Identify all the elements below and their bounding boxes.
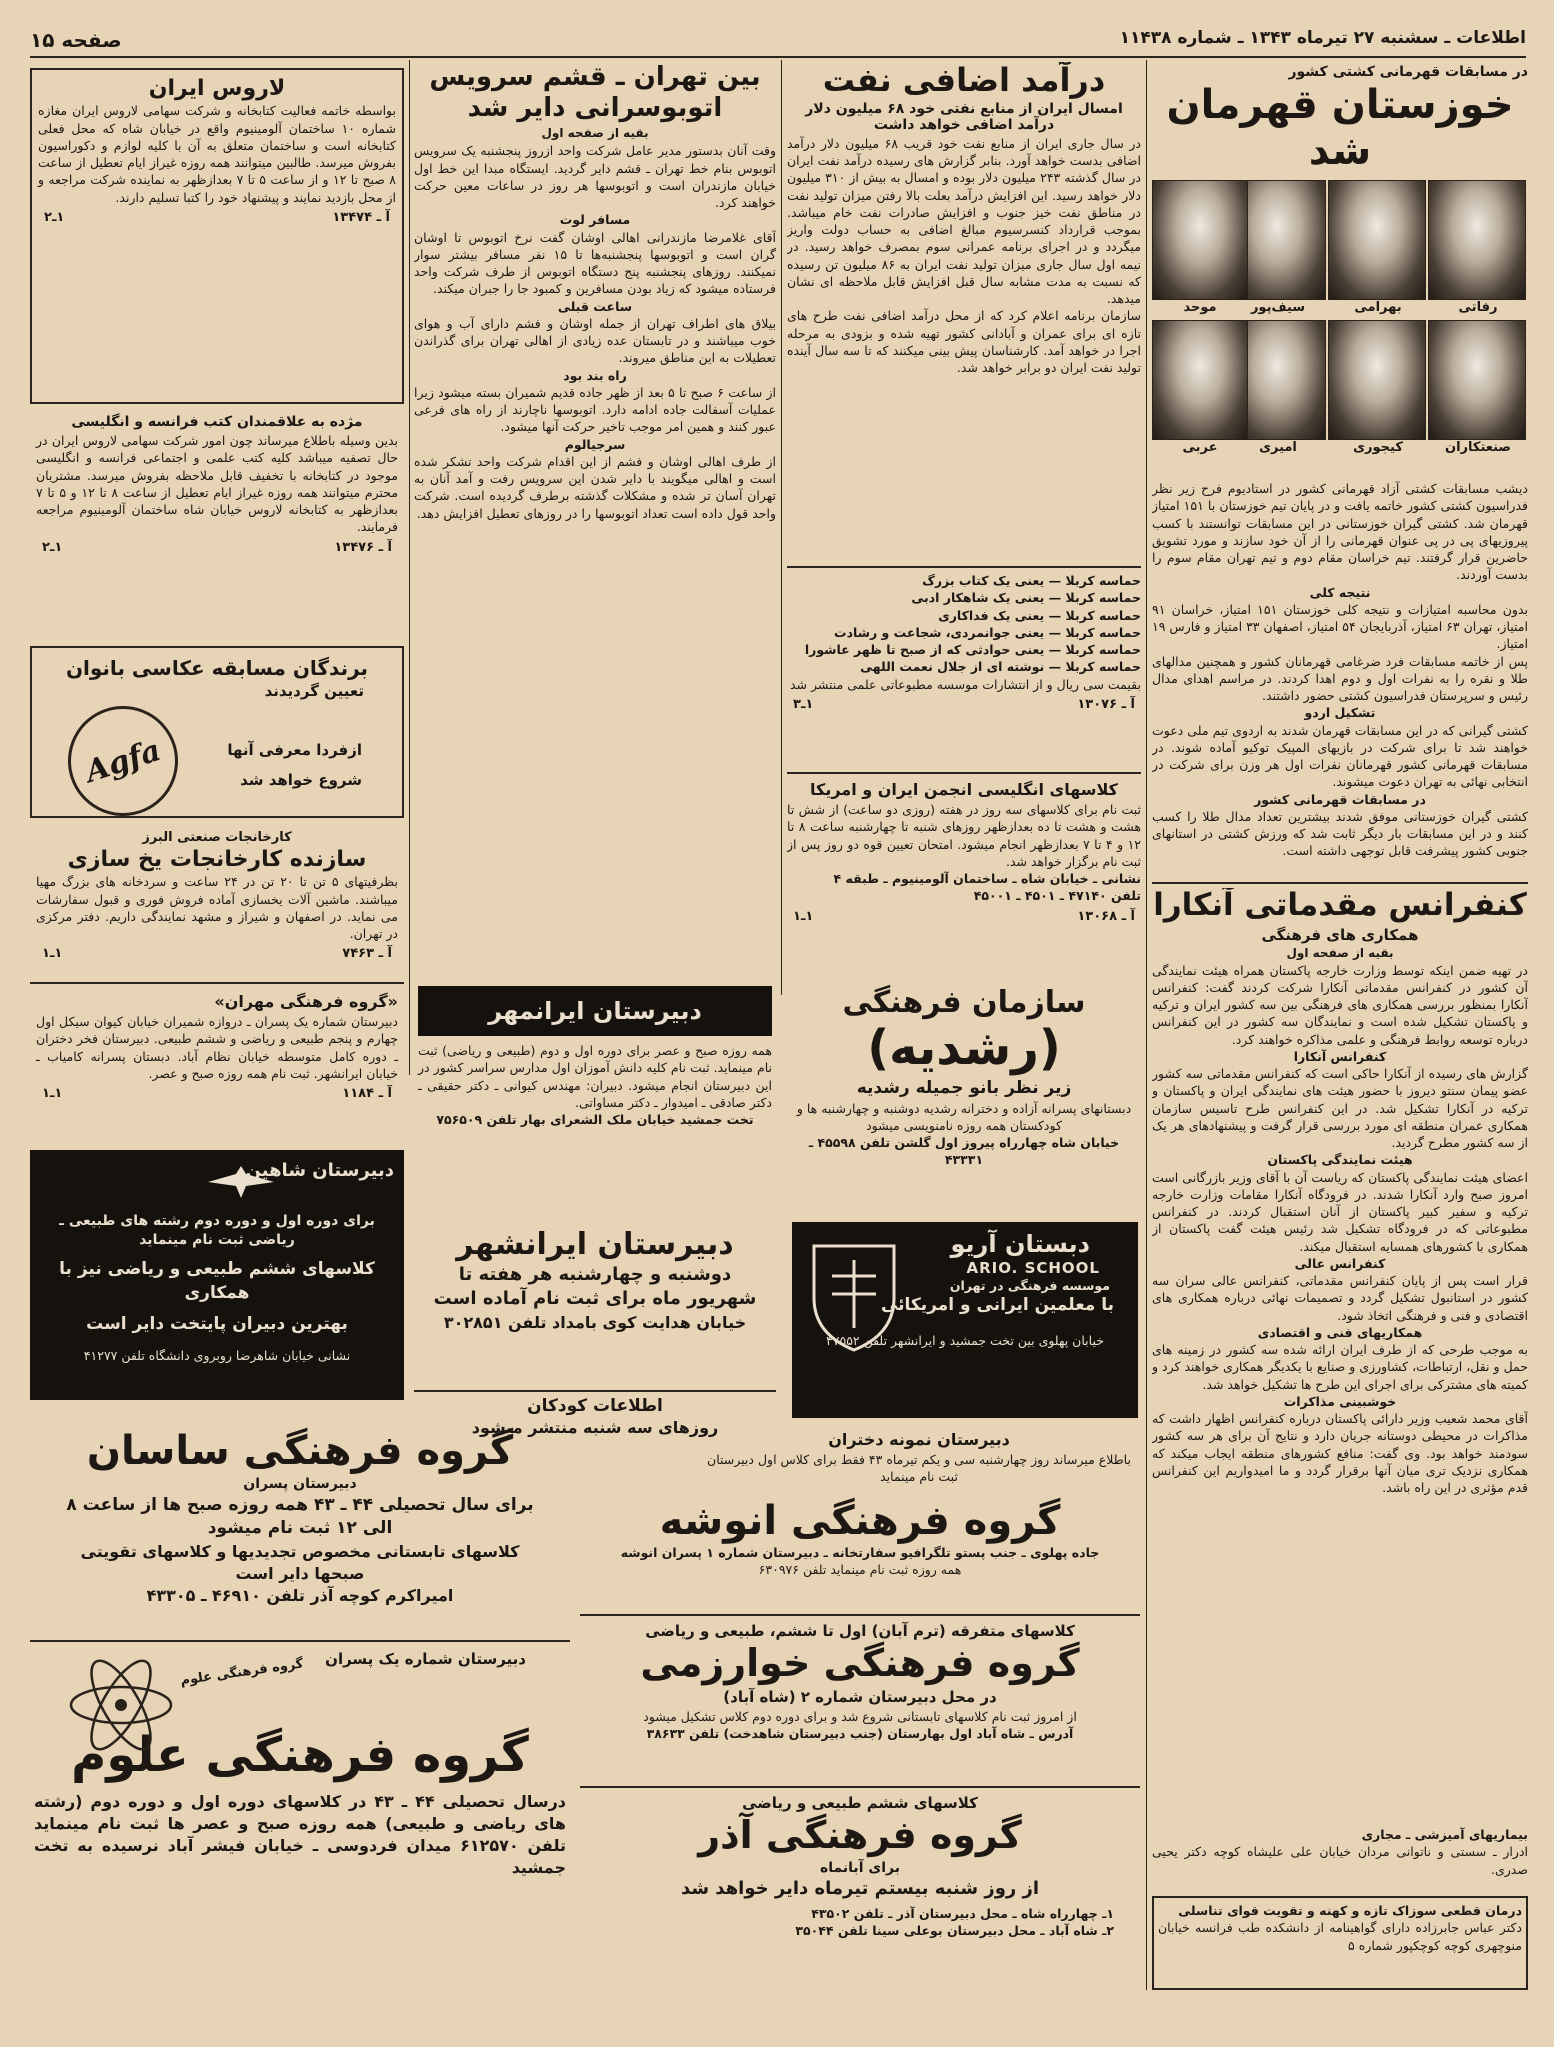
sasan-line: برای سال تحصیلی ۴۴ ـ ۴۳ همه روزه صبح ها از ساعت ۸: [66, 1495, 534, 1515]
header-rule: [30, 56, 1526, 58]
ad-ref: آ ـ ۷۴۶۳: [342, 946, 392, 962]
karbala-line: حماسه کربلا — یعنی یک فداکاری: [938, 607, 1141, 623]
photo-caption: بهرامی: [1354, 300, 1402, 315]
sport-subhead: تشکیل اردو: [1304, 705, 1376, 721]
section-rule: [30, 982, 404, 984]
header-issue: اطلاعات ـ سشنبه ۲۷ تیرماه ۱۳۴۳ ـ شماره ۱۱۴۳۸: [1119, 28, 1526, 48]
karbala-line: حماسه کربلا — یعنی حوادثی که از صبح تا ظهر عاشورا: [804, 642, 1141, 657]
azar-sub: برای آبانماه: [820, 1859, 900, 1876]
oil-subheadline: امسال ایران از منابع نفتی خود ۶۸ میلیون دلار درآمد اضافی خواهد داشت: [805, 100, 1123, 133]
shahin-title: دبیرستان شاهین: [245, 1160, 394, 1181]
iranmehr-title: دبیرستان ایرانمهر: [488, 996, 702, 1025]
wrestler-photo: [1328, 180, 1426, 300]
kids-title: اطلاعات کودکان: [527, 1396, 663, 1416]
bus-subhead: مسافر لوت: [559, 212, 631, 228]
azar-line: ۲ـ شاه آباد ـ محل دبیرستان بوعلی سینا تلفن ۳۵۰۴۴: [795, 1922, 1114, 1938]
oloum-logo-text: گروه فرهنگی علوم: [179, 1656, 305, 1689]
kharazmi-sub: در محل دبیرستان شماره ۲ (شاه آباد): [723, 1687, 997, 1706]
column-rule: [1146, 60, 1147, 1990]
karbala-line: حماسه کربلا — یعنی یک کتاب بزرگ: [922, 573, 1141, 588]
wrestler-photo: [1152, 320, 1248, 440]
conference-sub: همکاری های فرهنگی: [1261, 925, 1419, 944]
shahin-address: نشانی خیابان شاهرضا روبروی دانشگاه تلفن ۴۱۲۷۷: [83, 1347, 351, 1363]
iranmehr-body: همه روزه صبح و عصر برای دوره اول و دوم (طبیعی و ریاضی) ثبت نام مینماید. ثبت نام کلیه دانش آموزان اول مدارس سراسر کشور در این دبیرستان انجام میشود. دبیران: مهندس کیوانی ـ دکتر حقیقی ـ دکتر صادقی ـ امیدوار ـ دکتر مساواتی.: [418, 1043, 772, 1110]
larus-ad: [30, 68, 404, 404]
sport-body: پس از خاتمه مسابقات فرد ضرغامی قهرمانان کشور و همچنین مدالهای طلا و نقره را به نفرات اول و دوم اهدا کردند. در مراسم اهدای مدال رئیس و سرپرستان فدراسیون کشتی حضور داشتند.: [1152, 653, 1528, 703]
kharazmi-title: گروه فرهنگی خوارزمی: [640, 1641, 1080, 1685]
conference-body: آقای محمد شعیب وزیر دارائی پاکستان درباره کنفرانس اظهار داشت که مذاکرات در محیطی دوستانه جریان دارد و نتایج آن برای هر سه کشور سودمند خواهد بود. وی گفت: منافع کشورهای منطقه ایجاب میکند که همکاری نزدیک تری میان آنها برقرار گردد و ما امیدواریم این کنفرانس قدم مؤثری در این راه باشد.: [1152, 1411, 1528, 1496]
oil-article: [787, 62, 1141, 562]
ario-shield-icon: [806, 1238, 902, 1354]
ad-ref: ۱ـ۱: [42, 1086, 63, 1101]
english-classes-ad: [787, 778, 1141, 970]
alborz-ad: [30, 826, 404, 978]
azar-line: ۱ـ چهارراه شاه ـ محل دبیرستان آذر ـ تلفن ۴۳۵۰۲: [811, 1905, 1114, 1921]
sasan-address: امیراکرم کوچه آذر تلفن ۴۶۹۱۰ ـ ۴۳۳۰۵: [146, 1586, 454, 1606]
disease-title: بیماریهای آمیزشی ـ مجاری: [1361, 1827, 1528, 1842]
shahin-line: کلاسهای ششم طبیعی و ریاضی نیز با همکاری: [59, 1259, 375, 1303]
shahin-ad: [30, 1150, 404, 1400]
conference-subhead: کنفرانس آنکارا: [1293, 1048, 1387, 1064]
disease-body: ادرار ـ سستی و ناتوانی مردان خیابان علی علیشاه کوچه دکتر یحیی صدری.: [1152, 1844, 1528, 1877]
karbala-line: حماسه کربلا — یعنی یک شاهکار ادبی: [911, 590, 1141, 606]
bus-subhead: راه بند بود: [563, 367, 627, 383]
conference-headline: کنفرانس مقدماتی آنکارا: [1153, 888, 1527, 923]
iranshahr-title: دبیرستان ایرانشهر: [456, 1227, 734, 1262]
conference-body: در تهیه ضمن اینکه توسط وزارت خارجه پاکستان همراه هیئت نمایندگی آن کشور در کنفرانس مقدماتی آنکارا شرکت کردند گفت: کنفرانس آنکارا بمنظور بررسی همکاری های فرهنگی بین سه کشور ایران و ترکیه و پاکستان تشکیل شده است و نمایندگان سه کشور در این کنفرانس درباره توسعه روابط فرهنگی و علمی مذاکره خواهند کرد.: [1152, 962, 1528, 1047]
roshdieh-address: خیابان شاه چهارراه پیروز اول گلشن تلفن ۴۵۵۹۸ ـ ۴۳۳۳۱: [808, 1135, 1120, 1168]
sport-headline: خوزستان قهرمان شد: [1166, 82, 1514, 174]
agfa-logo-text: Agfa: [81, 732, 165, 790]
anousheh-body: جاده پهلوی ـ جنب پستو تلگرافیو سفارتخانه ـ دبیرستان شماره ۱ پسران انوشه: [620, 1545, 1100, 1560]
mehran-title: «گروه فرهنگی مهران»: [214, 992, 398, 1011]
ad-ref: آ ـ ۱۳۰۶۸: [1077, 908, 1135, 924]
bus-article: [414, 62, 776, 962]
header-page-number: صفحه ۱۵: [30, 28, 122, 52]
sasan-sub: دبیرستان پسران: [243, 1476, 357, 1492]
roshdieh-name: (رشدیه): [867, 1019, 1061, 1076]
kharazmi-address: آدرس ـ شاه آباد اول بهارستان (جنب دبیرستان شاهدخت) تلفن ۳۸۶۳۳: [646, 1725, 1074, 1741]
english-title: کلاسهای انگلیسی انجمن ایران و امریکا: [810, 780, 1118, 799]
ario-latin: ARIO. SCHOOL: [966, 1258, 1100, 1277]
sport-body: کشتی گیرانی که در این مسابقات قهرمان شدند به اردوی تیم ملی دعوت خواهند شد تا برای شرکت در بازیهای المپیک توکیو آماده شوند. در مسابقات قهرمانی کشور قهرمانان نفرات اول هر وزن برای شرکت در انتخابی نهائی به تهران دعوت میشوند.: [1152, 722, 1528, 790]
iranshahr-line: شهریور ماه برای ثبت نام آماده است: [433, 1288, 757, 1310]
azar-title: گروه فرهنگی آذر: [698, 1813, 1022, 1857]
karbala-note: بقیمت سی ریال و از انتشارات موسسه مطبوعاتی علمی منتشر شد: [789, 676, 1141, 692]
alborz-body: بظرفیتهای ۵ تن تا ۲۰ تن در ۲۴ ساعت و سردخانه های بزرگ مهیا میباشند. ماشین آلات یخسازی آماده فروش فوری و قبول سفارشات می نماید. در اصفهان و شیراز و مشهد نمایندگی داریم. دفتر مرکزی در تهران.: [36, 874, 398, 942]
section-rule: [1152, 882, 1528, 884]
shahin-line: بهترین دبیران پایتخت دایر است: [86, 1314, 348, 1335]
conference-subhead: خوشبینی مذاکرات: [1283, 1393, 1397, 1409]
bus-subhead: سرجیالوم: [564, 436, 626, 452]
ad-ref: آ ـ ۱۳۰۷۶: [1077, 696, 1135, 712]
roshdieh-body: دبستانهای پسرانه آزاده و دخترانه رشدیه دوشنبه و چهارشنبه ها و کودکستان همه روزه نامنویسی میشود: [796, 1100, 1132, 1133]
bus-body: بیلاق های اطراف تهران از جمله اوشان و فشم دارای آب و هوای خوب میباشند و در تابستان عده زیادی از اهالی تهران برای گذراندن تعطیلات به این مناطق میروند.: [414, 315, 776, 366]
alborz-title: سازنده کارخانجات یخ سازی: [67, 847, 367, 872]
iranshahr-ad: [414, 1224, 776, 1388]
section-rule: [787, 566, 1141, 568]
oloum-ad: [30, 1646, 570, 1990]
roshdieh-title: سازمان فرهنگی: [842, 985, 1086, 1020]
bus-body: از ساعت ۶ صبح تا ۵ بعد از ظهر جاده قدیم شمیران بسته میشود زیرا عملیات آسفالت جاده ادامه دارد. اتوبوسها ناچارند از راه های فرعی عبور کنند و همین امر موجب تاخیر حرکت آنها میشود.: [414, 384, 776, 435]
conference-body: گزارش های رسیده از آنکارا حاکی است که کنفرانس مقدماتی سه کشور عضو پیمان سنتو دیروز با حضور هیئت های نمایندگی ایران و پاکستان و ترکیه در آنکارا تشکیل شد. در این کنفرانس طرح تاسیس سازمان همکاری عمران منطقه ای مورد بررسی قرار گرفت و پیشنهادهای هر یک از سه کشور مطرح گردید.: [1152, 1066, 1528, 1151]
wrestler-photo: [1152, 180, 1248, 300]
ad-ref: ۱ـ۱: [793, 908, 814, 924]
ario-line: با معلمین ایرانی و امریکائی: [880, 1295, 1114, 1316]
girls-body: باطلاع میرساند روز چهارشنبه سی و یکم تیرماه ۴۳ فقط برای کلاس اول دبیرستان ثبت نام مینماید: [707, 1452, 1131, 1485]
roshdieh-sub: زیر نظر بانو جمیله رشدیه: [856, 1077, 1072, 1098]
bus-headline: بین تهران ـ قشم سرویس: [429, 62, 761, 92]
alborz-kicker: کارخانجات صنعتی البرز: [142, 830, 292, 845]
mehran-ad: [30, 988, 404, 1142]
conference-subhead: کنفرانس عالی: [1294, 1255, 1386, 1271]
clinic-title: درمان قطعی سوزاک تازه و کهنه و تقویت قوای تناسلی: [1178, 1903, 1522, 1918]
photo-caption: کیجوری: [1353, 440, 1403, 455]
section-rule: [580, 1786, 1140, 1788]
section-rule: [30, 1640, 570, 1642]
sport-subhead: نتیجه کلی: [1309, 584, 1371, 600]
agfa-ad: [30, 646, 404, 818]
agfa-sub: تعیین گردیدند: [264, 682, 364, 700]
photo-caption: سیف‌پور: [1250, 300, 1306, 315]
conference-body: قرار است پس از پایان کنفرانس مقدماتی، کنفرانس عالی سران سه کشور در استانبول تشکیل گردد و تصمیمات نهائی درباره همکاری های اقتصادی و فنی و فرهنگی اتخاذ شود.: [1152, 1273, 1528, 1323]
shahin-line: برای دوره اول و دوره دوم رشته های طبیعی ـ ریاضی ثبت نام مینماید: [59, 1212, 375, 1248]
sport-body: دیشب مسابقات کشتی آزاد قهرمانی کشور در استادیوم فرح زیر نظر فدراسیون کشتی کشور خاتمه یافت و در پایان تیم خوزستان با ۱۵۱ امتیاز قهرمان شد. کشتی گیران خوزستانی در این مسابقات توانستند با کسب پیروزیهای پی در پی عنوان قهرمانی را از آن خود سازند و مورد تشویق حاضرین قرار گرفتند. تیم خراسان مقام دوم و تیم تهران مقام سوم را بدست آوردند.: [1152, 481, 1528, 583]
sasan-line: الی ۱۲ ثبت نام میشود: [207, 1518, 393, 1539]
column-rule: [781, 60, 782, 995]
oil-body: سازمان برنامه اعلام کرد که از محل درآمد اضافی نفت طرح های تازه ای برای عمران و آبادانی کشور تهیه شده و بزودی به مرحله اجرا در خواهد آمد. کارشناسان پیش بینی میکنند که تا سه سال آینده تولید نفت ایران دو برابر خواهد شد.: [787, 308, 1141, 376]
sport-kicker: در مسابقات قهرمانی کشتی کشور: [1288, 64, 1528, 80]
oloum-body: درسال تحصیلی ۴۴ ـ ۴۳ در کلاسهای دوره اول و دوره دوم (رشته های ریاضی و طبیعی) همه روزه صبح و عصر ها ثبت نام مینماید تلفن ۶۱۲۵۷۰ میدان فردوسی ـ خیابان فیشر آباد نرسیده به تخت جمشید: [34, 1792, 567, 1878]
sport-body: کشتی گیران خوزستانی موفق شدند بیشترین تعداد مدال طلا را کسب کنند و در این مسابقات بار دیگر ثابت شد که ورزش کشتی در استانهای جنوبی کشور پیشرفت قابل توجهی داشته است.: [1152, 808, 1528, 859]
wrestler-photo: [1428, 320, 1526, 440]
iranshahr-line: خیابان هدایت کوی بامداد تلفن ۳۰۲۸۵۱: [443, 1313, 747, 1333]
clinic-body: دکتر عباس جابرزاده دارای گواهینامه از دانشکده طب فرانسه خیابان منوچهری کوچه کوچکپور شماره ۵: [1158, 1920, 1522, 1953]
ad-ref: آ ـ ۱۳۴۷۶: [334, 539, 392, 555]
agfa-logo: [54, 692, 193, 818]
wrestler-photo: [1328, 320, 1426, 440]
girls-title: دبیرستان نمونه دختران: [828, 1430, 1010, 1449]
sport-body: بدون محاسبه امتیازات و نتیجه کلی خوزستان ۱۵۱ امتیاز، خراسان ۹۱ امتیاز، تهران ۶۳ امتیاز، آذربایجان ۵۴ امتیاز، اصفهان ۳۳ امتیاز و فارس ۱۹ امتیاز.: [1152, 601, 1528, 652]
bus-headline: اتوبوسرانی دایر شد: [467, 93, 723, 124]
azar-ad: [580, 1790, 1140, 1990]
sasan-title: گروه فرهنگی ساسان: [86, 1428, 514, 1474]
english-phone: تلفن ۴۷۱۴۰ ـ ۴۵۰۱ ـ ۴۵۰۰۱: [973, 888, 1141, 904]
books-body: بدین وسیله باطلاع میرساند چون امور شرکت سهامی لاروس ایران در حال تصفیه میباشد کلیه کتب علمی و اجتماعی فرانسه و انگلیسی موجود در کتابخانه با تخفیف قابل ملاحظه بفروش میرسد. مشتریان محترم میتوانند همه روزه غیراز ایام تعطیل از ساعت ۸ تا ۱۲ و ۵ تا ۷ بعدازظهر به کتابخانه لاروس خیابان شاه ساختمان آلومینیوم مراجعه فرمایند.: [36, 433, 399, 535]
mehran-body: دبیرستان شماره یک پسران ـ دروازه شمیران خیابان کیوان سیکل اول چهارم و پنجم طبیعی و ریاضی و ششم طبیعی. دبیرستان فخر دختران ـ دوره کامل متوسطه خیابان نظام آباد. دبستان پسرانه کامیاب ـ خیابان ایرانشهر. ثبت نام همه روزه صبح و عصر.: [36, 1014, 398, 1081]
anousheh-ad: [580, 1496, 1140, 1612]
anousheh-phone: همه روزه ثبت نام مینماید تلفن ۶۳۰۹۷۶: [758, 1562, 962, 1578]
conference-subhead: هیئت نمایندگی پاکستان: [1267, 1152, 1413, 1168]
conference-subhead: همکاریهای فنی و اقتصادی: [1257, 1324, 1423, 1340]
conference-article: [1152, 888, 1528, 1988]
bus-cont: بقیه از صفحه اول: [541, 126, 649, 141]
wrestler-photo: [1428, 180, 1526, 300]
larus-title: لاروس ایران: [148, 76, 286, 101]
disease-notice: [1152, 1826, 1528, 1892]
section-rule: [580, 1614, 1140, 1616]
conference-cont: بقیه از صفحه اول: [1286, 945, 1394, 960]
iranmehr-ad: [414, 982, 776, 1218]
photo-caption: صنعتکاران: [1445, 440, 1511, 455]
english-address: نشانی ـ خیابان شاه ـ ساختمان آلومینیوم ـ طبقه ۴: [833, 871, 1141, 886]
iranmehr-banner: [418, 986, 772, 1036]
karbala-line: حماسه کربلا — یعنی جوانمردی، شجاعت و رشادت: [834, 624, 1141, 640]
iranmehr-address: تخت جمشید خیابان ملک الشعرای بهار تلفن ۷۵۶۵۰۹: [436, 1112, 754, 1127]
iranshahr-line: دوشنبه و چهارشنبه هر هفته تا: [458, 1263, 732, 1285]
kharazmi-ad: [580, 1618, 1140, 1784]
ario-title: دبستان آریو: [950, 1230, 1090, 1258]
sport-subhead: در مسابقات قهرمانی کشور: [1254, 791, 1426, 807]
section-rule: [414, 1390, 776, 1392]
agfa-title: برندگان مسابقه عکاسی بانوان: [65, 656, 369, 680]
books-ad: [30, 410, 404, 628]
books-title: مژده به علاقمندان کتب فرانسه و انگلیسی: [71, 414, 363, 430]
ario-line: موسسه فرهنگی در تهران: [949, 1277, 1110, 1293]
photo-caption: رفاتی: [1458, 300, 1498, 315]
agfa-line: ازفردا معرفی آنها: [227, 741, 362, 759]
conference-body: به موجب طرحی که از طرف ایران ارائه شده سه کشور در زمینه های حمل و نقل، ارتباطات، کشاورزی و صنایع با یکدیگر همکاری خواهند کرد و کمیته های مشترکی برای اجرای این طرح ها تشکیل خواهد شد.: [1152, 1342, 1528, 1392]
ario-school-ad: [792, 1222, 1138, 1418]
bus-subhead: ساعت قبلی: [557, 298, 633, 314]
oloum-title: گروه فرهنگی علوم: [71, 1727, 529, 1783]
agfa-line: شروع خواهد شد: [240, 771, 362, 789]
column-rule: [409, 60, 410, 1075]
oil-body: در سال جاری ایران از منابع نفت خود قریب ۶۸ میلیون دلار درآمد اضافی بدست خواهد آورد. بنابر گزارش های رسیده درآمد نفت ایران در سال گذشته ۲۴۳ میلیون دلار بوده و امسال به بیش از ۳۱۰ میلیون دلار خواهد رسید. این افزایش درآمد بعلت بالا رفتن میزان تولید نفت در مناطق نفت خیز جنوب و افزایش صادرات نفت خام میباشد. بموجب قرارداد کنسرسیوم مبالغ اضافی به حساب دولت واریز میگردد و در اجرای برنامه عمرانی سوم بمصرف خواهد رسید. در نیمه اول سال جاری میزان تولید نفت ایران به ۸۶ میلیون تن رسیده که نسبت به مدت مشابه سال قبل افزایش قابل ملاحظه ای نشان میدهد.: [787, 135, 1141, 307]
oloum-kicker: دبیرستان شماره یک پسران: [325, 1650, 526, 1668]
oil-headline: درآمد اضافی نفت: [822, 62, 1106, 99]
section-rule: [787, 772, 1141, 774]
photo-caption: موحد: [1183, 300, 1217, 315]
kharazmi-kicker: کلاسهای متفرقه (ترم آبان) اول تا ششم، طبیعی و ریاضی: [645, 1622, 1075, 1640]
anousheh-title: گروه فرهنگی انوشه: [659, 1498, 1061, 1544]
ad-ref: ۱ـ۲: [44, 209, 65, 225]
atom-icon: [66, 1650, 176, 1760]
photo-caption: امیری: [1259, 440, 1297, 455]
larus-body: بواسطه خاتمه فعالیت کتابخانه و شرکت سهامی لاروس ایران مغازه شماره ۱۰ ساختمان آلومینیوم واقع در خیابان شاه که محل فعلی کتابخانه است و ساختمان متعلق به آن با کلیه لوازم و دکوراسیون بفروش میرسد. طالبین میتوانند همه روزه غیراز ایام تعطیل از ساعت ۸ صبح تا ۱۲ و از ساعت ۵ تا ۷ بعدازظهر به نماینده شرکت مراجعه و از محل بازدید نمایند و پیشنهاد خود را کتبا تسلیم دارند.: [38, 103, 396, 205]
kids-line: روزهای سه شنبه منتشر میشود: [471, 1418, 719, 1437]
sasan-line: کلاسهای تابستانی مخصوص تجدیدیها و کلاسهای تقویتی: [80, 1541, 520, 1561]
roshdieh-ad: [787, 982, 1141, 1208]
ad-ref: آ ـ ۱۳۴۷۴: [332, 209, 390, 225]
conference-body: اعضای هیئت نمایندگی پاکستان که ریاست آن با آقای وزیر بازرگانی است امروز صبح وارد آنکارا شدند. در فرودگاه آنکارا مقامات وزارت خارجه ترکیه و سفیر کبیر پاکستان از آنان استقبال کردند. در کنفرانس مطبوعاتی که در فرودگاه تشکیل شد رئیس هیئت گفت پاکستان از همکاری با کشورهای همسایه استقبال میکند.: [1152, 1169, 1528, 1254]
english-body: ثبت نام برای کلاسهای سه روز در هفته (روزی دو ساعت) از شش تا هشت و هشت تا ده بعدازظهر روزهای شنبه تا چهارشنبه ساعت ۸ تا ۱۲ و ۴ تا ۷ بعدازظهر انجام میشود. امتحان تعیین قوه دو روز پس از ثبت نام برگزار خواهد شد.: [787, 802, 1141, 869]
ad-ref: ۱ـ۱: [42, 946, 63, 962]
ad-ref: ۱ـ۳: [793, 696, 814, 712]
page-header: [30, 28, 1526, 54]
sport-photos: [1152, 180, 1528, 480]
shahin-bird-icon: [206, 1164, 276, 1200]
karbala-line: حماسه کربلا — نوشته ای از جلال نعمت اللهی: [860, 659, 1141, 675]
bus-body: از طرف اهالی اوشان و فشم از این اقدام شرکت واحد تشکر شده است و اهالی میگویند با دایر شدن این سرویس رفت و آمد آنان به تهران آسان تر شده و مشکلات گذشته برطرف گردیده است. شرکت واحد قول داده است تعداد اتوبوسها را در روزهای تعطیل افزایش دهد.: [414, 453, 776, 521]
sasan-ad: [30, 1426, 570, 1636]
girls-school-ad: [700, 1426, 1138, 1492]
karbala-ad: [787, 572, 1141, 768]
ad-ref: آ ـ ۱۱۸۴: [342, 1086, 392, 1101]
azar-kicker: کلاسهای ششم طبیعی و ریاضی: [742, 1794, 978, 1812]
sport-article: [1152, 62, 1528, 880]
sasan-line: صبحها دایر است: [235, 1563, 365, 1583]
bus-body: آقای غلامرضا مازندرانی اهالی اوشان گفت نرخ اتوبوس تا اوشان گران است و اتوبوسها پنجشنبه‌ها تا ۱۵ نفر مسافر بیشتر سوار نمیکنند. روزهای پنجشنبه پنج دستگاه اتوبوس از طرف شرکت واحد فرستاده میشود که زیاد بودن مسافرین و کمبود جا را جبران میکند.: [414, 229, 776, 297]
clinic-notice: [1152, 1896, 1528, 1990]
ad-ref: ۱ـ۲: [42, 539, 63, 555]
azar-body: از روز شنبه بیستم تیرماه دایر خواهد شد: [680, 1877, 1040, 1899]
photo-caption: عربی: [1182, 440, 1218, 455]
ario-line: خیابان پهلوی بین تخت جمشید و ایرانشهر تلفن ۴۷۵۵۲: [826, 1332, 1104, 1348]
kharazmi-body: از امروز ثبت نام کلاسهای تابستانی شروع شد و برای دوره دوم کلاس تشکیل میشود: [643, 1708, 1077, 1724]
bus-body: وقت آنان بدستور مدیر عامل شرکت واحد ازروز پنجشنبه یک سرویس اتوبوس بنام خط تهران ـ قشم دایر گردید. ایستگاه مبدا این خط اول خیابان مازندران است و اتوبوسها هر روز در ساعات معین حرکت خواهند کرد.: [414, 143, 776, 211]
